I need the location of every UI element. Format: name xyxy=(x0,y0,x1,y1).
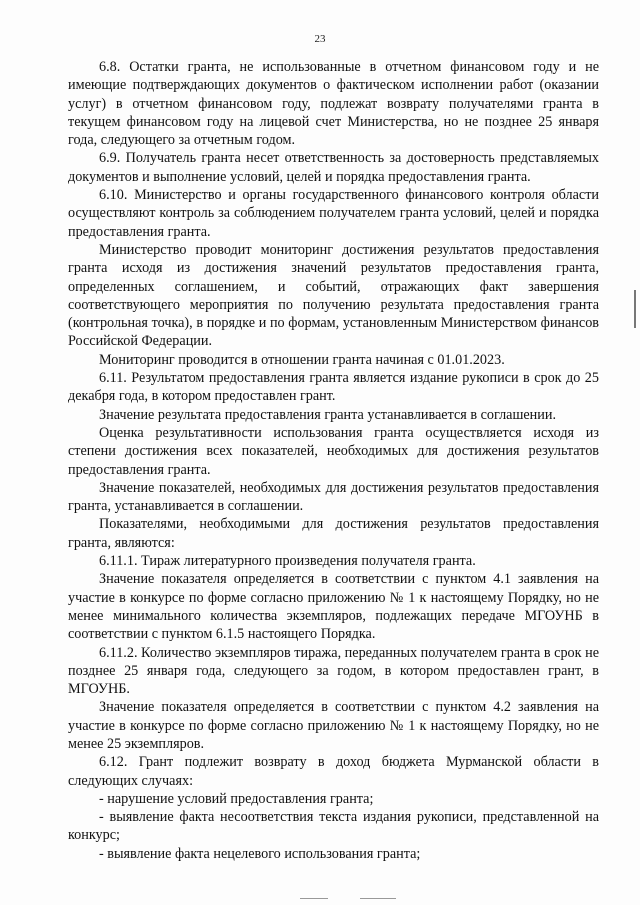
page-number: 23 xyxy=(314,33,326,45)
paragraph-indicator-values: Значение показателей, необходимых для достижения результатов предоставления гранта, устанавливается в соглашении. xyxy=(68,479,599,515)
paragraph-6-11-1: 6.11.1. Тираж литературного произведения получателя гранта. xyxy=(99,553,476,570)
list-item-misuse: - выявление факта нецелевого использования гранта; xyxy=(99,845,421,862)
paragraph-6-9: 6.9. Получатель гранта несет ответственность за достоверность представляемых документов и выполнение условий, целей и порядка предоставления гранта. xyxy=(68,150,599,185)
paragraph-assessment: Оценка результативности использования гранта осуществляется исходя из степени достижения всех показателей, необходимых для достижения результатов предоставления гранта. xyxy=(68,424,599,478)
paragraph-6-11-2: 6.11.2. Количество экземпляров тиража, переданных получателем гранта в срок не позднее 25 января года, следующего за годом, в котором предоставлен грант, в МГОУНБ. xyxy=(68,644,599,698)
scan-bottom-mark xyxy=(360,898,396,899)
paragraph-6-12: 6.12. Грант подлежит возврату в доход бюджета Мурманской области в следующих случаях: xyxy=(68,754,599,789)
scan-bottom-mark xyxy=(300,898,328,899)
paragraph-indicators-intro: Показателями, необходимыми для достижения результатов предоставления гранта, являются: xyxy=(68,516,599,551)
paragraph-indicator-4-2: Значение показателя определяется в соответствии с пунктом 4.2 заявления на участие в конкурсе по форме согласно приложению № 1 к настоящему Порядку, но не менее 25 экземпляров. xyxy=(68,699,599,752)
paragraph-result-value: Значение результата предоставления гранта устанавливается в соглашении. xyxy=(99,406,556,423)
paragraph-monitoring: Министерство проводит мониторинг достижения результатов предоставления гранта исходя из достижения значений результатов предоставления гранта, определенных соглашением, и событий, отражающих факт завершения соответствующего мероприятия по получению результата предоставления гранта (контрольная точка), в порядке и по формам, установленным Министерством финансов Российской Федерации. xyxy=(68,241,599,350)
paragraph-6-10: 6.10. Министерство и органы государственного финансового контроля области осуществляют контроль за соблюдением получателем гранта условий, целей и порядка предоставления гранта. xyxy=(68,187,599,240)
paragraph-6-8: 6.8. Остатки гранта, не использованные в отчетном финансовом году и не имеющие подтверждающих документов о фактическом исполнении работ (оказании услуг) в отчетном финансовом году, подлежат возврату получателями гранта в текущем финансовом году на лицевой счет Министерства, но не позднее 25 января года, следующего за отчетным годом. xyxy=(68,59,599,149)
paragraph-monitoring-start: Мониторинг проводится в отношении гранта начиная с 01.01.2023. xyxy=(99,351,505,368)
list-item-mismatch: - выявление факта несоответствия текста издания рукописи, представленной на конкурс; xyxy=(68,809,599,844)
paragraph-6-11: 6.11. Результатом предоставления гранта является издание рукописи в срок до 25 декабря года, в котором предоставлен грант. xyxy=(68,370,599,405)
document-body xyxy=(68,58,599,863)
scan-edge-mark xyxy=(634,290,636,328)
list-item-violation: - нарушение условий предоставления гранта; xyxy=(99,790,374,807)
paragraph-indicator-4-1: Значение показателя определяется в соответствии с пунктом 4.1 заявления на участие в конкурсе по форме согласно приложению № 1 к настоящему Порядку, но не менее минимального количества экземпляров, подлежащих передаче МГОУНБ в соответствии с пунктом 6.1.5 настоящего Порядка. xyxy=(68,571,599,643)
